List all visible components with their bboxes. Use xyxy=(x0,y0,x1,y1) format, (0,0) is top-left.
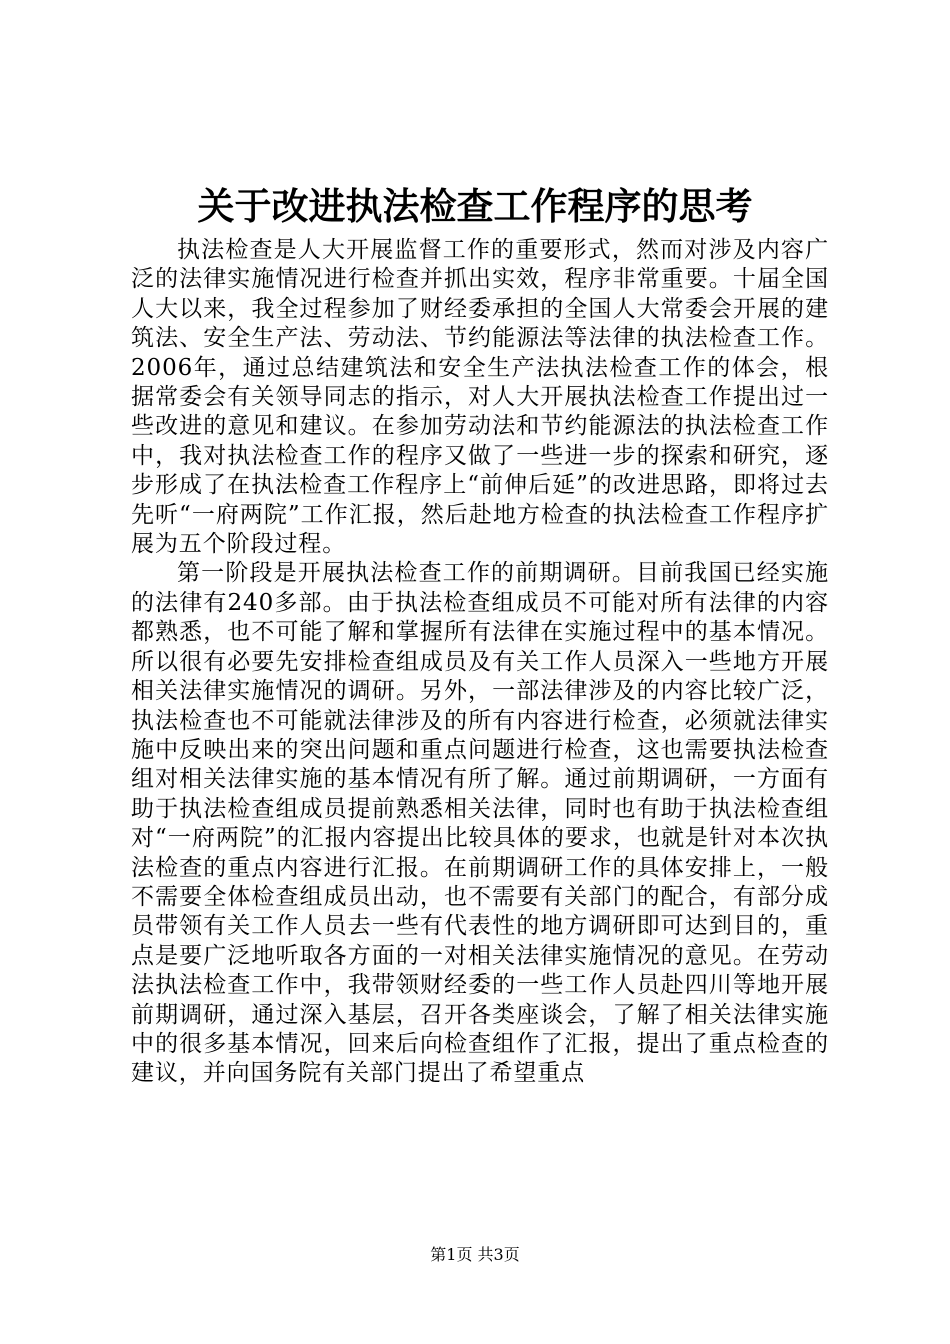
document-title: 关于改进执法检查工作程序的思考 xyxy=(197,184,753,228)
paragraph-intro: 执法检查是人大开展监督工作的重要形式，然而对涉及内容广泛的法律实施情况进行检查并抓出实效，程序非常重要。十届全国人大以来，我全过程参加了财经委承担的全国人大常委会开展的建筑法、安全生产法、劳动法、节约能源法等法律的执法检查工作。2006年，通过总结建筑法和安全生产法执法检查工作的体会，根据常委会有关领导同志的指示，对人大开展执法检查工作提出过一些改进的意见和建议。在参加劳动法和节约能源法的执法检查工作中，我对执法检查工作的程序又做了一些进一步的探索和研究，逐步形成了在执法检查工作程序上“前伸后延”的改进思路，即将过去先听“一府两院”工作汇报，然后赴地方检查的执法检查工作程序扩展为五个阶段过程。 xyxy=(131,237,829,558)
paragraph-stage-one: 第一阶段是开展执法检查工作的前期调研。目前我国已经实施的法律有240多部。由于执法检查组成员不可能对所有法律的内容都熟悉，也不可能了解和掌握所有法律在实施过程中的基本情况。所以很有必要先安排检查组成员及有关工作人员深入一些地方开展相关法律实施情况的调研。另外，一部法律涉及的内容比较广泛，执法检查也不可能就法律涉及的所有内容进行检查，必须就法律实施中反映出来的突出问题和重点问题进行检查，这也需要执法检查组对相关法律实施的基本情况有所了解。通过前期调研，一方面有助于执法检查组成员提前熟悉相关法律，同时也有助于执法检查组对“一府两院”的汇报内容提出比较具体的要求，也就是针对本次执法检查的重点内容进行汇报。在前期调研工作的具体安排上，一般不需要全体检查组成员出动，也不需要有关部门的配合，有部分成员带领有关工作人员去一些有代表性的地方调研即可达到目的，重点是要广泛地听取各方面的一对相关法律实施情况的意见。在劳动法执法检查工作中，我带领财经委的一些工作人员赴四川等地开展前期调研，通过深入基层，召开各类座谈会，了解了相关法律实施中的很多基本情况，回来后向检查组作了汇报，提出了重点检查的建议，并向国务院有关部门提出了希望重点 xyxy=(131,560,829,1087)
document-body xyxy=(131,236,829,1089)
page-footer: 第1页 共3页 xyxy=(430,1245,520,1264)
